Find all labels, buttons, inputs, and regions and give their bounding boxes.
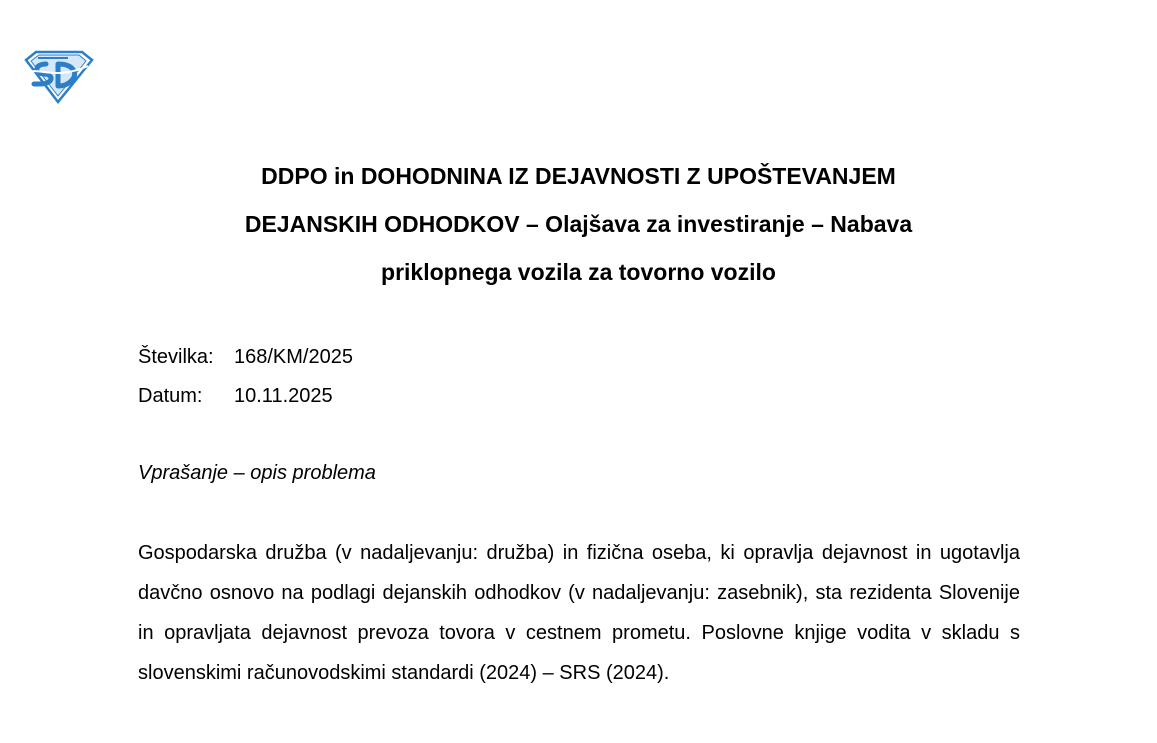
body-paragraph: Gospodarska družba (v nadaljevanju: družba) in fizična oseba, ki opravlja dejavnost in ugotavlja davčno osnovo na podlagi dejanskih odhodkov (v nadaljevanju: zasebnik), sta rezidenta Slovenije in opravljata dejavnost prevoza tovora v cestnem prometu. Poslovne knjige vodita v skladu s slovenskimi računovodskimi standardi (2024) – SRS (2024). — [138, 542, 1020, 684]
sd-shield-logo-icon — [22, 50, 96, 104]
sd-logo — [22, 50, 96, 104]
title-line-3: priklopnega vozila za tovorno vozilo — [381, 259, 776, 285]
document-title — [0, 152, 1157, 296]
title-line-1: DDPO in DOHODNINA IZ DEJAVNOSTI Z UPOŠTEVANJEM — [261, 163, 896, 189]
number-row — [138, 338, 353, 377]
date-row — [138, 377, 353, 416]
date-label: Datum: — [138, 385, 203, 407]
section-heading: Vprašanje – opis problema — [138, 462, 376, 484]
number-value: 168/KM/2025 — [234, 346, 353, 368]
number-label: Številka: — [138, 346, 214, 368]
title-line-2: DEJANSKIH ODHODKOV – Olajšava za investiranje – Nabava — [244, 211, 913, 237]
date-value: 10.11.2025 — [234, 385, 333, 407]
document-meta — [138, 338, 353, 416]
